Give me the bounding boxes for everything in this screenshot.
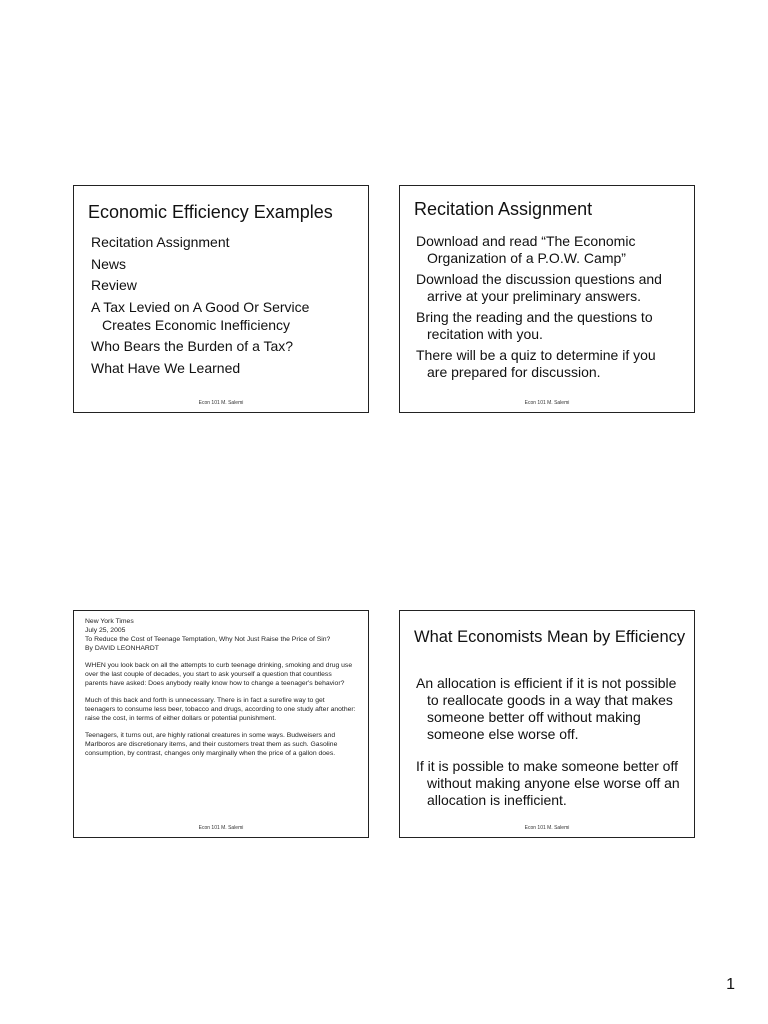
list-item: If it is possible to make someone better off without making anyone else worse off an allocation is inefficient. (416, 758, 680, 808)
article-paragraph: Teenagers, it turns out, are highly rational creatures in some ways. Budweisers and Marlboros are discretionary items, and their customers treat them as such. Gasoline consumption, by contrast, changes only marginally when the price of a gallon does. (85, 732, 338, 757)
news-article (85, 617, 356, 758)
list-item: What Have We Learned (91, 359, 241, 376)
list-item: Who Bears the Burden of a Tax? (91, 338, 294, 354)
definition-list (416, 675, 684, 824)
article-byline: By DAVID LEONHARDT (85, 645, 159, 652)
slide-title: Economic Efficiency Examples (88, 202, 333, 222)
slide-footer: Econ 101 M. Salemi (524, 400, 570, 406)
slide-title: What Economists Mean by Efficiency (414, 628, 686, 646)
slide-news-article (73, 610, 369, 838)
assignment-list (416, 233, 684, 385)
list-item: Download the discussion questions and arrive at your preliminary answers. (416, 271, 662, 304)
slide-efficiency-definition (399, 610, 695, 838)
slide-title: Recitation Assignment (414, 199, 593, 219)
slide-footer: Econ 101 M. Salemi (198, 400, 244, 406)
article-paragraph: WHEN you look back on all the attempts to curb teenage drinking, smoking and drug use over the last couple of decades, you start to ask yourself a question that countless parents have asked: Does anybody really know how to change a teenager's behavior? (85, 662, 353, 687)
list-item: Recitation Assignment (91, 234, 230, 250)
article-source: New York Times (85, 618, 134, 625)
list-item: Review (91, 277, 137, 293)
list-item: News (91, 255, 127, 272)
slide-footer: Econ 101 M. Salemi (198, 825, 244, 831)
slide-recitation-assignment (399, 185, 695, 413)
page-number: 1 (726, 976, 735, 993)
slide-economic-efficiency-examples (73, 185, 369, 413)
article-date: July 25, 2005 (85, 627, 126, 634)
slide-footer: Econ 101 M. Salemi (524, 825, 570, 831)
article-paragraph: Much of this back and forth is unnecessary. There is in fact a surefire way to get teenagers to consume less beer, tobacco and drugs, according to one study after another: raise the cost, in terms of either dollars or potential punishment. (85, 697, 356, 722)
agenda-list (91, 233, 360, 380)
list-item: Download and read “The Economic Organization of a P.O.W. Camp” (416, 233, 636, 266)
list-item: A Tax Levied on A Good Or Service Creates Economic Inefficiency (91, 298, 310, 333)
article-header (85, 617, 356, 653)
list-item: There will be a quiz to determine if you are prepared for discussion. (416, 347, 656, 380)
list-item: Bring the reading and the questions to recitation with you. (416, 309, 653, 342)
article-headline: To Reduce the Cost of Teenage Temptation, Why Not Just Raise the Price of Sin? (85, 636, 331, 643)
list-item: An allocation is efficient if it is not possible to reallocate goods in a way that makes someone better off without making someone else worse off. (416, 675, 677, 742)
